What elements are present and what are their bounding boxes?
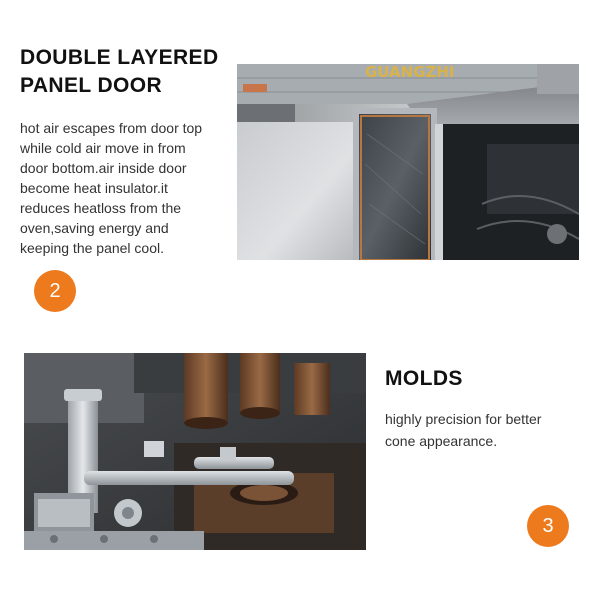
- panel-door-description-line: hot air escapes from door top: [20, 120, 203, 136]
- panel-door-description-line: door bottom.air inside door: [20, 160, 187, 176]
- panel-door-description-line: become heat insulator.it: [20, 180, 168, 196]
- molds-heading: MOLDS: [385, 367, 463, 390]
- molds-description-line: cone appearance.: [385, 433, 498, 449]
- molds-description-line: highly precision for better: [385, 411, 542, 427]
- panel-door-heading-line-2: PANEL DOOR: [20, 74, 163, 97]
- panel-door-heading: [20, 44, 235, 100]
- panel-door-description-line: oven,saving energy and: [20, 220, 169, 236]
- panel-door-description-line: keeping the panel cool.: [20, 240, 164, 256]
- panel-door-description: [20, 118, 245, 258]
- oven-door-photo: [237, 64, 579, 260]
- step-badge-2: 2: [34, 270, 76, 312]
- molds-photo: [24, 353, 366, 550]
- panel-door-description-line: while cold air move in from: [20, 140, 186, 156]
- panel-door-heading-line-1: DOUBLE LAYERED: [20, 46, 219, 69]
- step-badge-3: 3: [527, 505, 569, 547]
- panel-door-description-line: reduces heatloss from the: [20, 200, 182, 216]
- molds-description: [385, 408, 585, 452]
- factory-sign-text: GUANGZHI: [365, 64, 455, 81]
